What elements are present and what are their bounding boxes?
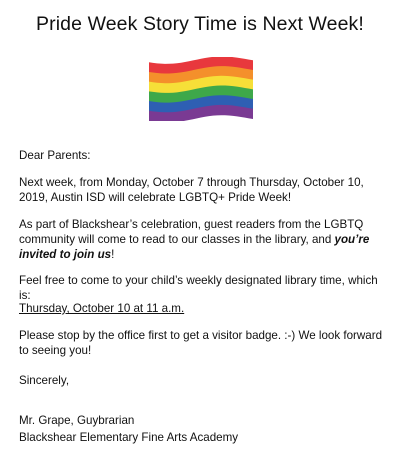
celebration-text: As part of Blackshear’s celebration, guest readers from the LGBTQ community will come to read to our classes in the library, and (19, 218, 364, 246)
paragraph-pride-week: Next week, from Monday, October 7 through Thursday, October 10, 2019, Austin ISD will celebrate LGBTQ+ Pride Week! (19, 176, 364, 204)
closing: Sincerely, (19, 374, 70, 387)
celebration-end: ! (111, 248, 115, 261)
signature-name: Mr. Grape, Guybrarian (19, 414, 135, 427)
page-title: Pride Week Story Time is Next Week! (36, 13, 364, 35)
paragraph-library-time: Feel free to come to your child’s weekly designated library time, which is: (19, 274, 378, 302)
greeting: Dear Parents: (19, 149, 91, 162)
paragraph-celebration (19, 217, 389, 262)
invitation-emphasis: you’re invited to join us (19, 233, 370, 261)
paragraph-visitor-badge: Please stop by the office first to get a visitor badge. :-) We look forward to seeing you! (19, 329, 383, 357)
event-date-time: Thursday, October 10 at 11 a.m. (19, 302, 185, 315)
rainbow-flag-icon (149, 57, 253, 121)
signature-school: Blackshear Elementary Fine Arts Academy (19, 431, 239, 444)
